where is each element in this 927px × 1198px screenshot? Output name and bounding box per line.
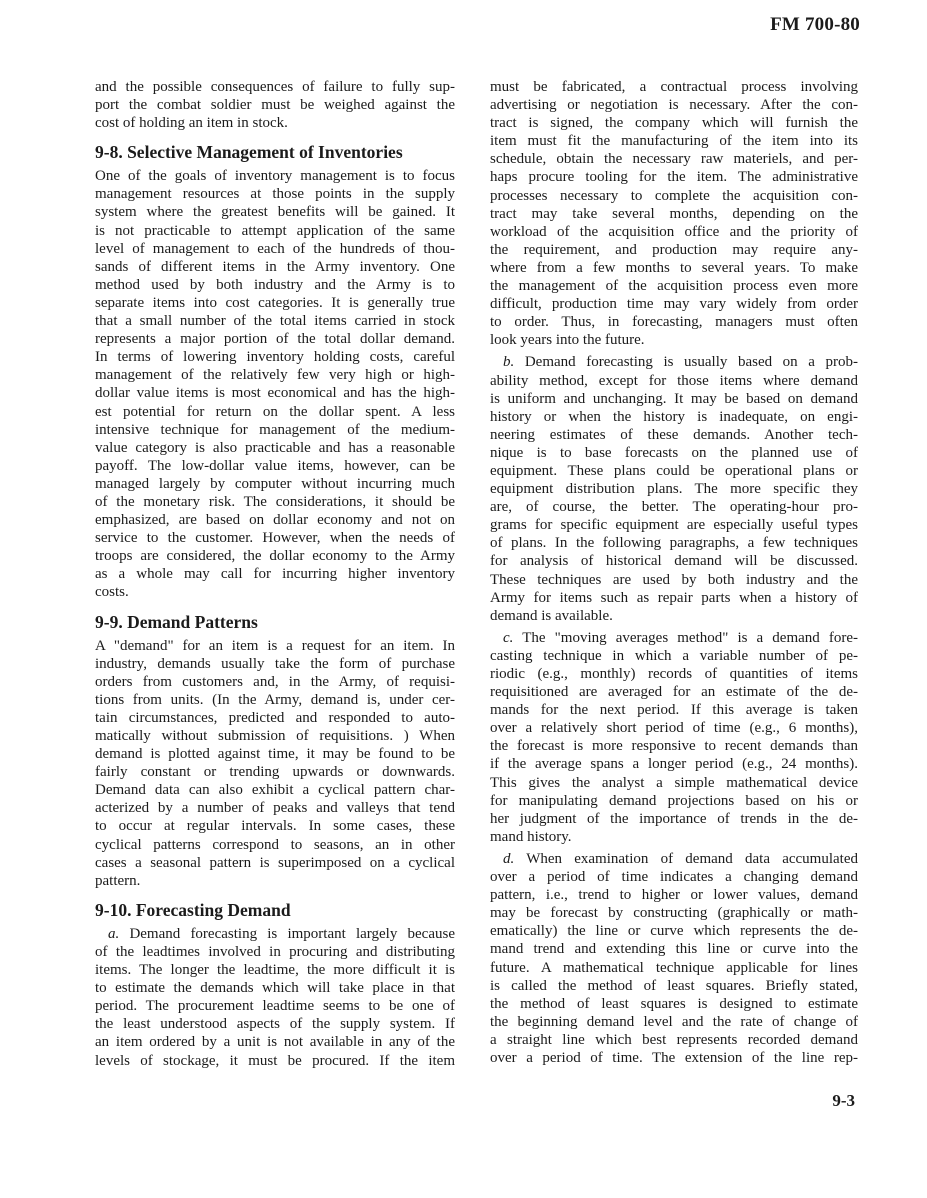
text-line: management of the relatively few very high or high-	[95, 367, 455, 384]
text-line: must be fabricated, a contractual process involving	[490, 79, 858, 95]
text-line: if the average spans a longer period (e.g., 24 months).	[490, 756, 858, 773]
text-line: level of management to each of the hundreds of thou-	[95, 240, 455, 257]
text-line: demand is plotted against time, it may be found to be	[95, 746, 455, 763]
text-line: nique is to base forecasts on the planned use of	[490, 444, 858, 461]
text-line: represents a major portion of the total dollar demand.	[95, 331, 455, 348]
text-line: pattern.	[95, 872, 141, 889]
text-line: method used by both industry and the Army is to	[95, 276, 455, 293]
text-line: requisitioned are averaged for an estimate of the de-	[490, 684, 858, 701]
text-line: is not practicable to attempt application of the same	[95, 222, 455, 239]
page-number: 9-3	[832, 1091, 855, 1110]
text-line: where from a few months to several years. To make	[490, 259, 858, 276]
text-line: port the combat soldier must be weighed against the	[95, 97, 455, 114]
text-line: may be forecast by constructing (graphically or math-	[490, 905, 858, 922]
paragraph	[95, 637, 455, 890]
text-line: riodic (e.g., monthly) records of quantities of items	[490, 666, 858, 682]
text-line: look years into the future.	[490, 332, 645, 349]
text-line: fairly constant or trending upwards or downwards.	[95, 764, 455, 781]
text-line: the requirement, and production may require any-	[490, 241, 858, 258]
paragraph-lead: b.	[503, 354, 515, 371]
text-line: for analysis of historical demand will be discussed.	[490, 553, 858, 570]
text-line: schedule, obtain the necessary raw materiels, and per-	[490, 151, 858, 168]
text-line: neering estimates of these demands. Another tech-	[490, 426, 858, 443]
column-left	[95, 78, 455, 1070]
text-line: over a period of time. The extension of the line rep-	[490, 1049, 858, 1066]
text-line: casting technique in which a variable number of pe-	[490, 647, 858, 664]
text-line: cases a seasonal pattern is superimposed on a cyclical	[95, 854, 455, 871]
text-line: One of the goals of inventory management is to focus	[95, 168, 455, 185]
text-line: a. Demand forecasting is important largely because	[108, 925, 455, 942]
text-line: the method of least squares is designed to estimate	[490, 995, 858, 1012]
text-line: the forecast is more responsive to recent demands than	[490, 738, 858, 755]
text-line: payoff. The low-dollar value items, however, can be	[95, 457, 455, 474]
text-line: emphasized, are based on dollar economy and not on	[95, 512, 455, 529]
paragraph	[95, 925, 455, 1070]
text-line: to occur at regular intervals. In some cases, these	[95, 818, 455, 835]
text-line: matically without submission of requisitions. ) When	[95, 728, 455, 744]
text-line: to estimate the demands which will take place in that	[95, 980, 455, 997]
text-line: tions from units. (In the Army, demand is, under cer-	[95, 691, 455, 708]
text-line: period. The procurement leadtime seems to be one of	[95, 998, 455, 1015]
text-line: acterized by a number of peaks and valleys that tend	[95, 800, 455, 817]
text-line: items. The longer the leadtime, the more difficult it is	[95, 962, 455, 979]
text-line: haps procure tooling for the item. The administrative	[490, 169, 858, 186]
text-line: tain circumstances, predicted and responded to auto-	[95, 709, 455, 726]
text-line: levels of stockage, it must be procured. If the item	[95, 1052, 455, 1069]
text-line: value category is also practicable and has a reasonable	[95, 439, 455, 456]
text-line: system where the greatest benefits will be gained. It	[95, 204, 455, 221]
text-line: tract may take several months, depending on the	[490, 205, 858, 222]
paragraph	[490, 353, 858, 624]
text-line: the least understood aspects of the supply system. If	[95, 1016, 455, 1033]
text-line: ability method, except for those items where demand	[490, 372, 858, 389]
text-line: as a whole may call for incurring higher inventory	[95, 566, 455, 583]
text-line: that a small number of the total items carried in stock	[95, 313, 455, 330]
text-line: This gives the analyst a simple mathematical device	[490, 774, 858, 791]
text-line: to order. Thus, in forecasting, managers must often	[490, 314, 858, 331]
text-line: and the possible consequences of failure to fully sup-	[95, 79, 455, 95]
text-line: est potential for return on the dollar spent. A less	[95, 403, 455, 420]
text-line: cost of holding an item in stock.	[95, 115, 288, 132]
text-line: managed largely by computer without incurring much	[95, 475, 455, 492]
text-line: mands for the next period. If this average is taken	[490, 702, 858, 719]
page-header: FM 700-80	[770, 14, 860, 35]
text-line: equipment distribution plans. The more specific they	[490, 481, 858, 498]
paragraph	[95, 167, 455, 601]
text-line: management resources at those points in the supply	[95, 186, 455, 203]
text-line: are, of course, the better. The operating-hour pro-	[490, 499, 858, 516]
paragraph-lead: c.	[503, 629, 514, 646]
text-line: sands of different items in the Army inventory. One	[95, 258, 455, 275]
text-line: dollar value items is most economical and has the high-	[95, 385, 455, 402]
text-line: industry, demands usually take the form of purchase	[95, 655, 455, 672]
text-line: workload of the acquisition office and the priority of	[490, 223, 858, 240]
paragraph	[490, 629, 858, 846]
text-line: b. Demand forecasting is usually based on a prob-	[503, 354, 858, 371]
text-line: over a period of time indicates a changing demand	[490, 869, 858, 886]
text-line: d. When examination of demand data accumulated	[503, 850, 858, 867]
text-line: the beginning demand level and the rate of change of	[490, 1013, 858, 1030]
text-line: separate items into cost categories. It is generally true	[95, 294, 455, 311]
text-line: over a relatively short period of time (e.g., 6 months),	[490, 720, 858, 737]
text-line: is called the method of least squares. Briefly stated,	[490, 977, 858, 994]
text-line: In terms of lowering inventory holding costs, careful	[95, 349, 455, 366]
text-line: of the leadtimes involved in procuring and distributing	[95, 943, 455, 960]
text-line: service to the customer. However, when the needs of	[95, 530, 455, 547]
text-line: These techniques are used by both industry and the	[490, 571, 858, 588]
text-line: costs.	[95, 584, 129, 601]
text-line: grams for specific equipment are especially useful types	[490, 517, 858, 534]
column-right	[490, 78, 858, 1067]
text-line: her judgment of the importance of trends in the de-	[490, 810, 858, 827]
paragraph-lead: d.	[503, 850, 515, 867]
text-line: mand trend and extending this line or curve into the	[490, 941, 858, 958]
text-line: orders from customers and, in the Army, of requisi-	[95, 673, 455, 690]
text-line: demand is available.	[490, 607, 613, 624]
text-line: history or when the history is inadequate, on engi-	[490, 408, 858, 425]
text-line: is uniform and unchanging. It may be based on demand	[490, 390, 858, 407]
section-heading: 9-8. Selective Management of Inventories	[95, 142, 403, 163]
text-line: advertising or negotiation is necessary. After the con-	[490, 97, 858, 114]
text-line: intensive technique for management of the medium-	[95, 421, 455, 438]
text-line: c. The "moving averages method" is a demand fore-	[503, 629, 858, 646]
text-line: troops are considered, the dollar economy to the Army	[95, 548, 455, 565]
paragraph-lead: a.	[108, 925, 120, 942]
text-line: Army for items such as repair parts when a history of	[490, 589, 858, 606]
paragraph	[490, 78, 858, 349]
text-line: A "demand" for an item is a request for an item. In	[95, 637, 455, 654]
text-line: pattern, i.e., trend to higher or lower values, demand	[490, 887, 858, 904]
text-line: of plans. In the following paragraphs, a few techniques	[490, 535, 858, 552]
text-line: an item ordered by a unit is not available in any of the	[95, 1034, 455, 1051]
paragraph	[490, 850, 858, 1067]
text-line: the management of the acquisition process even more	[490, 278, 858, 295]
text-line: a straight line which best represents recorded demand	[490, 1031, 858, 1048]
text-line: difficult, production time may vary widely from order	[490, 296, 858, 313]
paragraph	[95, 78, 455, 132]
text-line: ematically) the line or curve which represents the de-	[490, 923, 858, 940]
text-line: item must fit the manufacturing of the item into its	[490, 133, 858, 150]
text-line: for manipulating demand projections based on his or	[490, 792, 858, 809]
section-heading: 9-9. Demand Patterns	[95, 611, 258, 632]
text-line: mand history.	[490, 828, 572, 845]
text-line: tract is signed, the company which will furnish the	[490, 115, 858, 132]
text-line: future. A mathematical technique applicable for lines	[490, 959, 858, 976]
text-line: Demand data can also exhibit a cyclical pattern char-	[95, 782, 455, 799]
text-line: processes necessary to complete the acquisition con-	[490, 187, 858, 204]
section-heading: 9-10. Forecasting Demand	[95, 899, 291, 920]
text-line: cyclical patterns correspond to seasons, an in other	[95, 836, 455, 853]
text-line: of the monetary risk. The considerations, it should be	[95, 493, 455, 510]
text-line: equipment. These plans could be operational plans or	[490, 462, 858, 479]
